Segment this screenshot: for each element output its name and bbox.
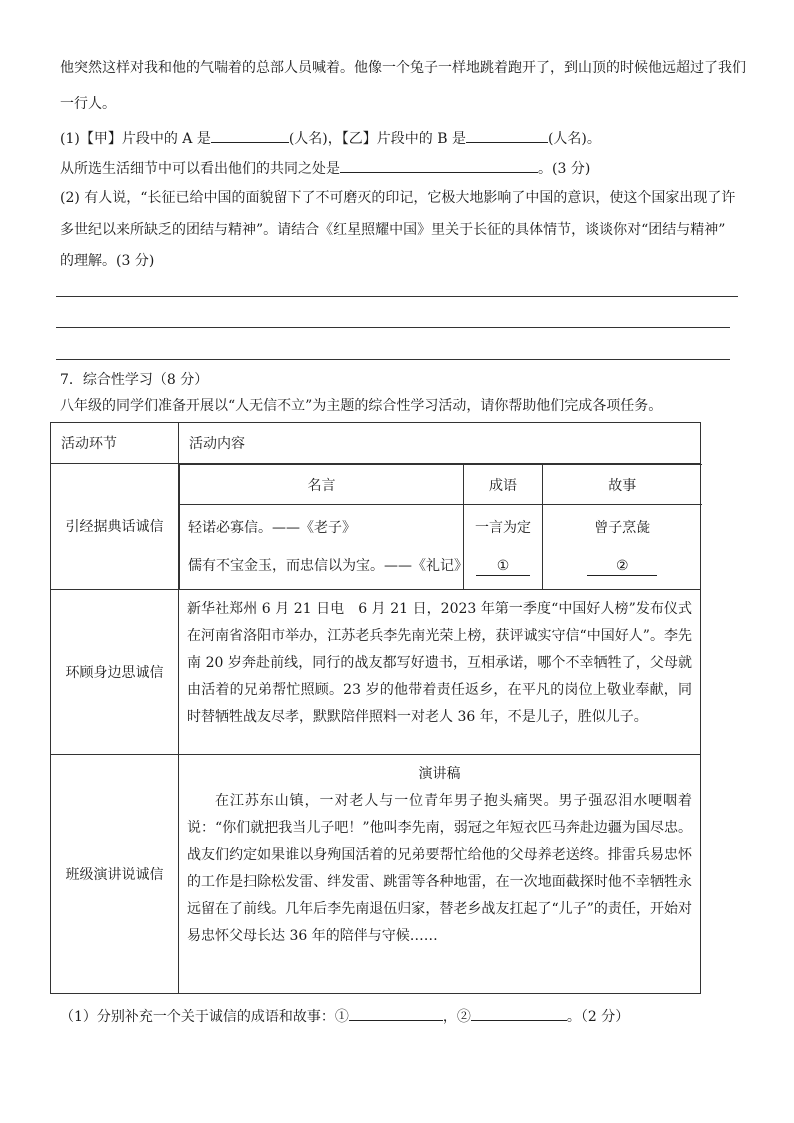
quotes-cell [180,505,468,589]
answer-line-1[interactable] [56,296,738,297]
answer-blank-b[interactable] [466,128,548,143]
q6-part1-common [60,158,590,179]
story-blank-2[interactable]: ② [587,557,657,576]
quote-liji: 儒有不宝金玉，而忠信以为宝。——《礼记》 [188,557,468,574]
answer-line-3[interactable] [56,359,730,360]
answer-blank-common[interactable] [340,158,538,173]
q6-part2-line-3: 的理解。(3 分) [60,253,155,269]
inner-content-row [180,505,702,589]
header-activity-stage: 活动环节 [51,423,179,464]
section-name-news: 环顾身边思诚信 [51,589,179,754]
intro-line-2: 一行人。 [60,96,116,112]
q6-p1-b: (人名)，【乙】片段中的 B 是 [288,131,466,147]
section-name-speech: 班级演讲说诚信 [51,754,179,993]
q6-part2-line-1: (2) 有人说，“长征已给中国的面貌留下了不可磨灭的印记，它极大地影响了中国的意识，使这个国家出现了许 [60,190,736,206]
header-activity-content: 活动内容 [179,423,701,464]
table-row-news [51,589,701,754]
speech-cell [179,754,701,993]
answer-blank-a[interactable] [211,128,289,143]
q7-sub1-c: 。（2 分） [566,1009,630,1025]
activity-table [50,422,701,994]
table-row-speech [51,754,701,993]
q6-part2-line-2: 多世纪以来所缺乏的团结与精神”。请结合《红星照耀中国》里关于长征的具体情节，谈谈你对“团结与精神” [60,222,726,238]
inner-header-row [180,465,702,505]
table-header-row [51,423,701,464]
story-existing: 曾子烹彘 [594,519,651,536]
q6-p1-e: 。(3 分) [538,161,591,177]
quotes-inner-table [179,464,702,589]
idioms-cell [464,505,543,589]
q6-p1-d: 从所选生活细节中可以看出他们的共同之处是 [60,161,340,177]
answer-line-2[interactable] [56,327,730,328]
q7-sub1-b: ，② [442,1009,471,1025]
quotes-content-cell [179,464,701,590]
q7-title: 7．综合性学习（8 分） [60,372,209,388]
news-text: 新华社郑州 6 月 21 日电 6 月 21 日，2023 年第一季度“中国好人榜”发布仪式在河南省洛阳市举办，江苏老兵李先南光荣上榜，获评诚实守信“中国好人”。李先南 20 岁奔赴前线，同行的战友都写好遗书，互相承诺，哪个不幸牺牲了，父母就由活着的兄弟帮忙照顾。23 岁的他带着责任返乡，在平凡的岗位上敬业奉献，同时替牺牲战友尽孝，默默陪伴照料一对老人 36 年，不是儿子，胜似儿子。 [179,589,701,754]
q7-sub1-a: （1）分别补充一个关于诚信的成语和故事：① [60,1009,349,1025]
intro-line-1: 他突然这样对我和他的气喘着的总部人员喊着。他像一个兔子一样地跳着跑开了，到山顶的时候他远超过了我们 [60,60,746,76]
q6-p1-c: (人名)。 [547,131,601,147]
speech-title: 演讲稿 [418,765,461,782]
section-name-quotes: 引经据典话诚信 [51,464,179,590]
q6-p1-a: (1)【甲】片段中的 A 是 [60,131,211,147]
speech-text: 在江苏东山镇，一对老人与一位青年男子抱头痛哭。男子强忍泪水哽咽着说：“你们就把我当儿子吧！”他叫李先南，弱冠之年短衣匹马奔赴边疆为国尽忠。战友们约定如果谁以身殉国活着的兄弟要帮忙给他的父母养老送终。排雷兵易忠怀的工作是扫除松发雷、绊发雷、跳雷等各种地雷，在一次地面截探时他不幸牺牲永远留在了前线。几年后李先南退伍归家，替老乡战友扛起了“儿子”的责任，开始对易忠怀父母长达 36 年的陪伴与守候…… [187,792,692,944]
answer-blank-idiom[interactable] [349,1006,443,1021]
quote-laozi: 轻诺必寡信。——《老子》 [188,519,356,536]
table-row-quotes [51,464,701,590]
col-quote-header: 名言 [180,465,464,505]
idiom-existing: 一言为定 [475,519,531,536]
q6-part1-names [60,128,601,149]
col-story-header: 故事 [543,465,702,505]
stories-cell [543,505,702,589]
answer-blank-story[interactable] [471,1006,567,1021]
q7-sub1 [60,1006,629,1027]
q7-intro: 八年级的同学们准备开展以“人无信不立”为主题的综合性学习活动，请你帮助他们完成各项任务。 [60,398,663,414]
col-idiom-header: 成语 [464,465,543,505]
idiom-blank-1[interactable]: ① [476,557,530,576]
